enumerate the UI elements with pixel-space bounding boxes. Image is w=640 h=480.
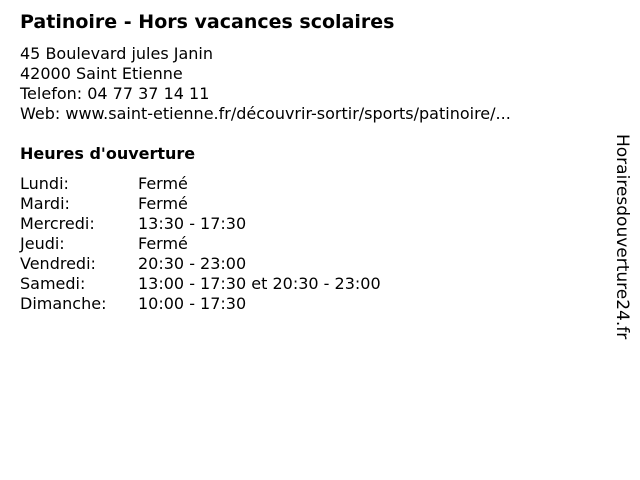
day-label: Dimanche: (20, 294, 107, 313)
page-title: Patinoire - Hors vacances scolaires (20, 11, 395, 33)
hours-row-sunday (20, 294, 381, 314)
hours-row-monday (20, 174, 381, 194)
day-hours: Fermé (138, 194, 188, 213)
day-label: Vendredi: (20, 254, 96, 273)
day-label: Mardi: (20, 194, 70, 213)
day-hours: Fermé (138, 174, 188, 193)
hours-row-saturday (20, 274, 381, 294)
address-block (20, 44, 511, 124)
day-label: Jeudi: (20, 234, 65, 253)
day-hours: Fermé (138, 234, 188, 253)
hours-row-friday (20, 254, 381, 274)
hours-row-wednesday (20, 214, 381, 234)
day-label: Mercredi: (20, 214, 95, 233)
hours-row-tuesday (20, 194, 381, 214)
hours-row-thursday (20, 234, 381, 254)
website-line: Web: www.saint-etienne.fr/découvrir-sortir/sports/patinoire/... (20, 104, 511, 123)
opening-hours-heading: Heures d'ouverture (20, 144, 196, 163)
day-hours: 13:00 - 17:30 et 20:30 - 23:00 (138, 274, 381, 293)
site-brand-watermark: Horairesdouverture24.fr (612, 134, 632, 340)
opening-hours-table (20, 174, 381, 314)
day-label: Lundi: (20, 174, 69, 193)
phone-number: Telefon: 04 77 37 14 11 (20, 84, 210, 103)
day-hours: 13:30 - 17:30 (138, 214, 247, 233)
city-address: 42000 Saint Etienne (20, 64, 183, 83)
street-address: 45 Boulevard jules Janin (20, 44, 213, 63)
day-hours: 10:00 - 17:30 (138, 294, 247, 313)
day-label: Samedi: (20, 274, 86, 293)
day-hours: 20:30 - 23:00 (138, 254, 247, 273)
